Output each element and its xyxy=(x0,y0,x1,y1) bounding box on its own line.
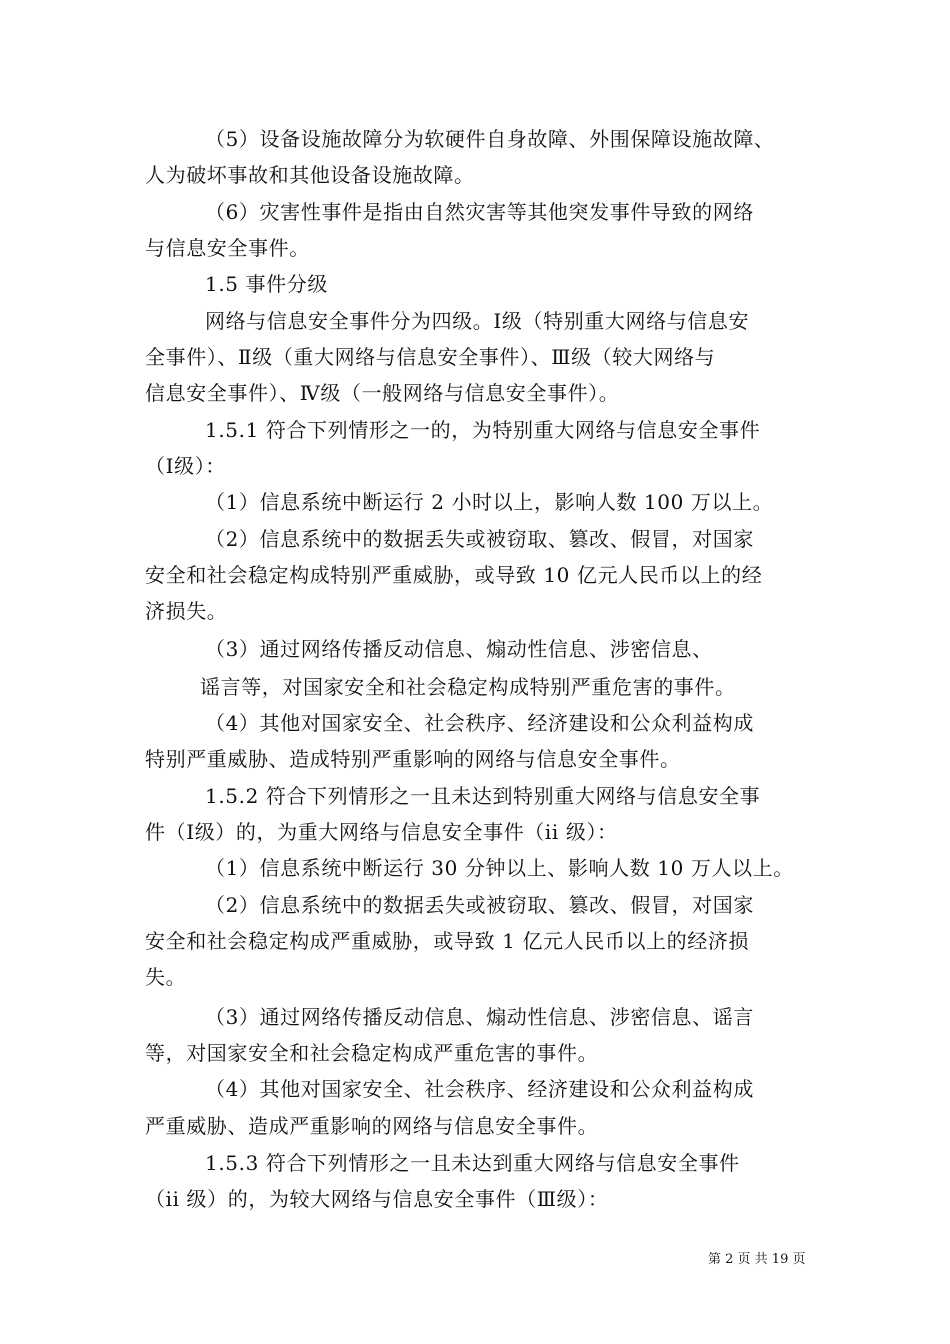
paragraph-line: （3）通过网络传播反动信息、煽动性信息、涉密信息、谣言 xyxy=(205,1005,754,1029)
paragraph-line: 1.5.1 符合下列情形之一的，为特别重大网络与信息安全事件 xyxy=(205,418,761,442)
paragraph-line: （Ⅰ级）： xyxy=(145,454,226,478)
paragraph-line: 信息安全事件）、Ⅳ级（一般网络与信息安全事件）。 xyxy=(145,381,620,405)
section-heading: 1.5 事件分级 xyxy=(205,272,328,296)
paragraph-line: 特别严重威胁、造成特别严重影响的网络与信息安全事件。 xyxy=(145,747,681,771)
paragraph-line: 网络与信息安全事件分为四级。Ⅰ级（特别重大网络与信息安 xyxy=(205,309,750,333)
paragraph-line: （2）信息系统中的数据丢失或被窃取、篡改、假冒，对国家 xyxy=(205,527,754,551)
paragraph-line: 件（Ⅰ级）的，为重大网络与信息安全事件（ii 级）： xyxy=(145,820,618,844)
paragraph-line: 严重威胁、造成严重影响的网络与信息安全事件。 xyxy=(145,1114,599,1138)
paragraph-line: 安全和社会稳定构成特别严重威胁，或导致 10 亿元人民币以上的经 xyxy=(145,563,763,587)
page-number-footer: 第 2 页 共 19 页 xyxy=(708,1252,806,1267)
paragraph-line: （4）其他对国家安全、社会秩序、经济建设和公众利益构成 xyxy=(205,711,754,735)
paragraph-line: 与信息安全事件。 xyxy=(145,236,310,260)
paragraph-line: 全事件）、Ⅱ级（重大网络与信息安全事件）、Ⅲ级（较大网络与 xyxy=(145,345,716,369)
paragraph-line: 1.5.2 符合下列情形之一且未达到特别重大网络与信息安全事 xyxy=(205,784,761,808)
paragraph-line: （ii 级）的，为较大网络与信息安全事件（Ⅲ级）： xyxy=(145,1187,609,1211)
paragraph-line: 谣言等，对国家安全和社会稳定构成特别严重危害的事件。 xyxy=(200,675,736,699)
paragraph-line: 1.5.3 符合下列情形之一且未达到重大网络与信息安全事件 xyxy=(205,1151,740,1175)
paragraph-line: （6）灾害性事件是指由自然灾害等其他突发事件导致的网络 xyxy=(205,200,754,224)
paragraph-line: （2）信息系统中的数据丢失或被窃取、篡改、假冒，对国家 xyxy=(205,893,754,917)
paragraph-line: 等，对国家安全和社会稳定构成严重危害的事件。 xyxy=(145,1041,599,1065)
paragraph-line: （4）其他对国家安全、社会秩序、经济建设和公众利益构成 xyxy=(205,1077,754,1101)
paragraph-line: 人为破坏事故和其他设备设施故障。 xyxy=(145,163,475,187)
paragraph-line: （1）信息系统中断运行 2 小时以上，影响人数 100 万以上。 xyxy=(205,490,774,514)
paragraph-line: 济损失。 xyxy=(145,599,228,623)
paragraph-line: 安全和社会稳定构成严重威胁，或导致 1 亿元人民币以上的经济损 xyxy=(145,929,750,953)
paragraph-line: （5）设备设施故障分为软硬件自身故障、外围保障设施故障、 xyxy=(205,127,775,151)
paragraph-line: （1）信息系统中断运行 30 分钟以上、影响人数 10 万人以上。 xyxy=(205,856,794,880)
paragraph-line: （3）通过网络传播反动信息、煽动性信息、涉密信息、 xyxy=(205,637,713,661)
paragraph-line: 失。 xyxy=(145,965,187,989)
